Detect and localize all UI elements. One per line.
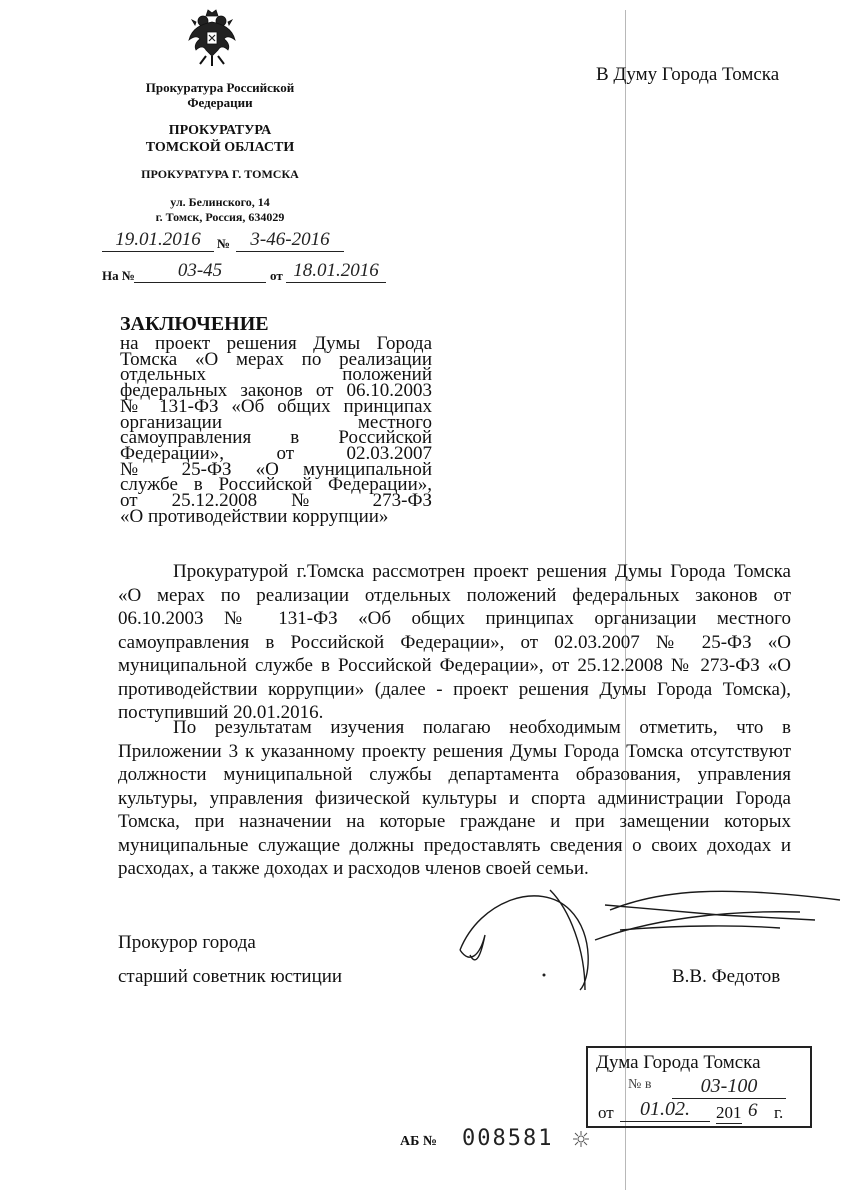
sender-org-line1: Прокуратура Российской — [145, 80, 295, 95]
sender-address — [100, 195, 340, 225]
subject-line: № 131-ФЗ «Об общих принципах — [120, 395, 432, 417]
serial-label: АБ № — [400, 1134, 437, 1149]
recipient: В Думу Города Томска — [596, 64, 780, 85]
stamp-title: Дума Города Томска — [596, 1052, 761, 1073]
reply-to-number-field — [134, 260, 266, 283]
sender-address-line2: г. Томск, Россия, 634029 — [155, 210, 285, 224]
subject-line: федеральных законов от 06.10.2003 — [120, 380, 432, 402]
subject-line: «О противодействии коррупции» — [120, 505, 389, 527]
subject-line: организации местного — [120, 411, 432, 433]
stamp-date-prefix: от — [598, 1103, 614, 1122]
handwritten-signature — [420, 880, 850, 1000]
stamp-number: 03-100 — [700, 1075, 758, 1097]
body-paragraph-2: По результатам изучения полагаю необходимым отметить, что в Приложении 3 к указанному проекту решения Думы Города Томска отсутствуют должности муниципальной службы департамента образования, управления культуры, управления физической культуры и спорта администрации Города Томска, при назначении на которые граждане и при замещении которых муниципальные служащие должны предоставлять сведения о своих доходах и расходах, а также доходах и расходов членов своей семьи. — [118, 717, 791, 879]
serial-rosette-icon — [572, 1130, 590, 1148]
coat-of-arms-emblem — [186, 6, 238, 68]
subject-line: отдельных положений — [120, 364, 432, 386]
sender-org — [100, 80, 340, 110]
sender-address-line1: ул. Белинского, 14 — [170, 195, 270, 209]
stamp-year-suffix: 6 — [748, 1100, 758, 1121]
sender-org-line2: Федерации — [187, 95, 253, 110]
stamp-number-label: № в — [628, 1077, 652, 1092]
subject-line: самоуправления в Российской — [120, 427, 432, 449]
signer-name: В.В. Федотов — [672, 966, 781, 987]
conclusion-subject — [120, 333, 432, 527]
subject-line: службе в Российской Федерации», — [120, 474, 432, 496]
stamp-date: 01.02. — [640, 1098, 690, 1120]
subject-line: № 25-ФЗ «О муниципальной — [120, 458, 432, 480]
outgoing-number: 3-46-2016 — [250, 229, 330, 250]
conclusion-title: ЗАКЛЮЧЕНИЕ — [120, 313, 269, 335]
serial-number: 008581 — [462, 1126, 554, 1151]
sender-office — [100, 122, 340, 156]
outgoing-number-label: № — [217, 236, 231, 251]
sender-office-line1: ПРОКУРАТУРА — [168, 123, 272, 138]
sender-city-office: ПРОКУРАТУРА Г. ТОМСКА — [141, 167, 299, 181]
sender-office-line2: ТОМСКОЙ ОБЛАСТИ — [145, 140, 295, 155]
reply-to-number: 03-45 — [177, 260, 223, 281]
outgoing-date-field — [102, 229, 214, 252]
outgoing-number-field — [236, 229, 344, 252]
outgoing-date: 19.01.2016 — [115, 229, 201, 250]
body-paragraph-1: Прокуратурой г.Томска рассмотрен проект решения Думы Города Томска «О мерах по реализации отдельных положений федеральных законов от 06.10.2003 № 131-ФЗ «Об общих принципах организации местного самоуправления в Российской Федерации», от 02.03.2007 № 25-ФЗ «О муниципальной службе в Российской Федерации», от 25.12.2008 № 273-ФЗ «О противодействии коррупции» (далее - проект решения Думы Города Томска), поступивший 20.01.2016. — [118, 561, 791, 723]
signer-position-line1: Прокурор города — [118, 932, 256, 953]
stamp-date-field — [620, 1098, 710, 1122]
registration-stamp — [586, 1046, 812, 1128]
reply-to-from-label: от — [270, 268, 283, 283]
stamp-year-unit: г. — [774, 1103, 784, 1122]
reply-to-date: 18.01.2016 — [293, 260, 379, 281]
subject-line: от 25.12.2008 № 273-ФЗ — [120, 490, 432, 512]
stamp-number-field — [672, 1075, 786, 1099]
subject-line: Федерации», от 02.03.2007 — [120, 442, 432, 464]
signer-position-line2: старший советник юстиции — [118, 966, 343, 987]
reply-to-label: На № — [102, 268, 135, 283]
stamp-year-prefix: 201 — [716, 1103, 742, 1122]
subject-line: на проект решения Думы Города — [120, 333, 432, 354]
subject-line: Томска «О мерах по реализации — [120, 348, 432, 370]
reply-to-date-field — [286, 260, 386, 283]
